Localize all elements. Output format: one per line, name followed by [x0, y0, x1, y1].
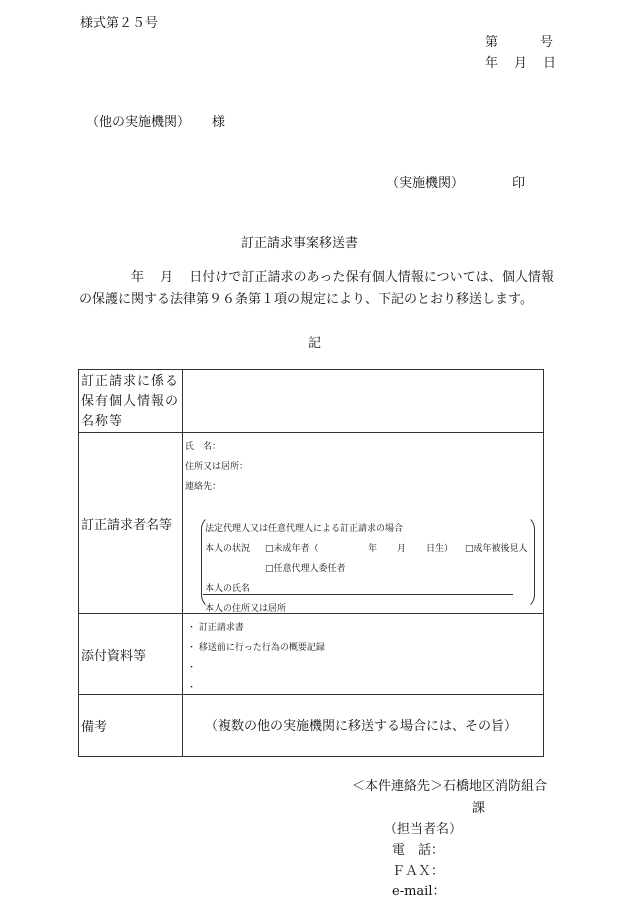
birth-month: 月 — [397, 544, 407, 554]
contact-person: （担当者名） — [384, 822, 463, 837]
minor-checkbox: □未成年者（ — [265, 544, 319, 554]
requester-name-field: 氏 名： — [185, 442, 222, 452]
form-number: 様式第２５号 — [80, 16, 159, 31]
list-item: ・ 訂正請求書 — [187, 623, 244, 633]
body-text-main: 日付けで訂正請求のあった保有個人情報については、個人情報の保護に関する法律第９６条第１項の規定により、下記のとおり移送します。 — [79, 270, 554, 307]
table-label-cell — [79, 614, 183, 695]
addressee — [86, 111, 225, 130]
record-label: 記 — [308, 336, 322, 351]
principal-name-label: 本人の氏名 — [205, 584, 251, 594]
contact-email: e-mail： — [392, 884, 446, 899]
principal-address-line — [203, 599, 513, 614]
list-item: ・ — [187, 683, 197, 693]
date-day: 日 — [543, 56, 557, 71]
list-item: ・ — [187, 663, 197, 673]
table-row — [79, 433, 544, 614]
agent-checkbox: □任意代理人委任者 — [265, 564, 346, 574]
guardian-checkbox: □成年被後見人 — [465, 544, 528, 554]
document-number-suffix: 号 — [540, 35, 554, 50]
date-year: 年 — [485, 56, 499, 71]
table-label-cell — [79, 433, 183, 614]
remarks-note: （複数の他の実施機関に移送する場合には、その旨） — [205, 719, 518, 734]
document-title: 訂正請求事案移送書 — [241, 236, 359, 251]
details-table — [78, 369, 544, 757]
proxy-heading: 法定代理人又は任意代理人による訂正請求の場合 — [205, 524, 404, 534]
row1-label: 訂正請求に係る保有個人情報の名称等 — [81, 374, 180, 429]
attachment-list — [187, 618, 325, 698]
issuer-seal: 印 — [512, 176, 526, 191]
table-row — [79, 614, 544, 695]
addressee-honorific: 様 — [212, 115, 226, 130]
principal-name-line — [203, 580, 513, 595]
table-row — [79, 370, 544, 433]
body-text — [79, 267, 554, 311]
addressee-org: （他の実施機関） — [86, 115, 191, 130]
birth-year: 年 — [368, 544, 378, 554]
issue-date — [485, 52, 556, 71]
principal-status-label: 本人の状況 — [205, 544, 251, 554]
list-item: ・ 移送前に行った行為の概要記録 — [187, 643, 325, 653]
contact-section: 課 — [472, 801, 486, 816]
requester-address-field: 住所又は居所： — [185, 462, 249, 472]
row2-label: 訂正請求者名等 — [81, 517, 173, 533]
row3-label: 添付資料等 — [81, 648, 147, 664]
row4-label: 備考 — [81, 720, 108, 735]
document-number-label: 第 — [485, 35, 499, 50]
contact-fax: ＦＡＸ： — [392, 864, 445, 879]
row1-value — [183, 370, 544, 433]
body-year: 年 — [131, 270, 145, 285]
date-month: 月 — [514, 56, 528, 71]
table-label-cell — [79, 695, 183, 757]
row4-value — [183, 695, 544, 757]
row2-value — [183, 433, 544, 614]
principal-address-label: 本人の住所又は居所 — [205, 604, 287, 614]
birth-day: 日生） — [426, 544, 454, 554]
requester-contact-field: 連絡先： — [185, 482, 222, 492]
table-row — [79, 695, 544, 757]
issuer-org: （実施機関） — [386, 176, 465, 191]
table-label-cell — [79, 370, 183, 433]
row3-value — [183, 614, 544, 695]
contact-heading: ＜本件連絡先＞石橋地区消防組合 — [352, 779, 548, 794]
contact-phone: 電 話： — [392, 843, 445, 858]
body-month: 月 — [160, 270, 174, 285]
